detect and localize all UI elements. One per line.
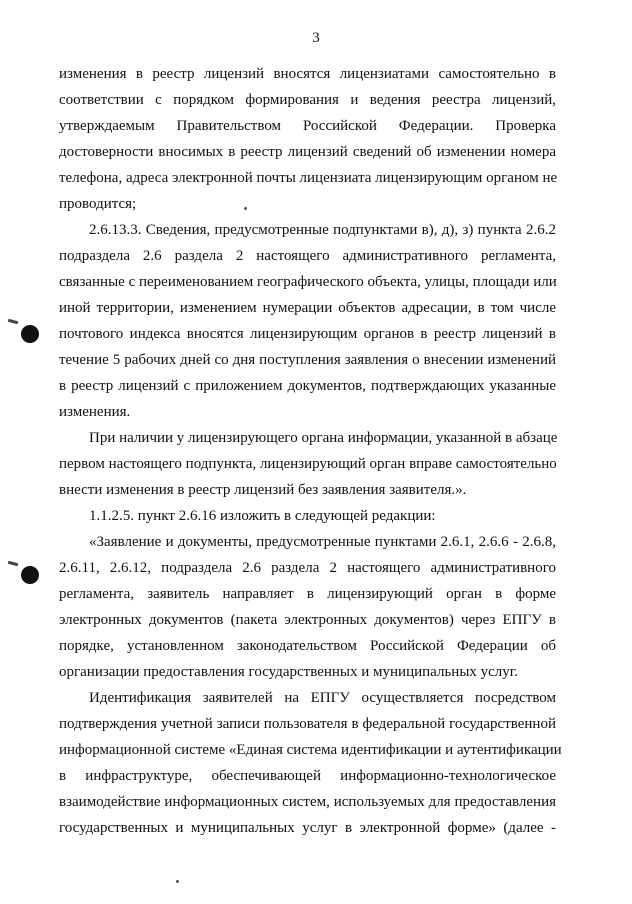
text-line: иной территории, изменением нумерации объектов адресации, в том числе [59,300,556,316]
text-line: порядке, установленном законодательством Российской Федерации об [59,638,556,654]
text-line: 1.1.2.5. пункт 2.6.16 изложить в следующей редакции: [89,508,436,524]
text-line: первом настоящего подпункта, лицензирующий орган вправе самостоятельно [59,456,557,472]
text-line: Идентификация заявителей на ЕПГУ осуществляется посредством [89,690,556,706]
text-line: взаимодействие информационных систем, используемых для предоставления [59,794,556,810]
text-line: внести изменения в реестр лицензий без заявления заявителя.». [59,482,467,498]
text-line: соответствии с порядком формирования и ведения реестра лицензий, [59,92,556,108]
text-line: изменения. [59,404,131,420]
text-line: течение 5 рабочих дней со дня поступления заявления о внесении изменений [59,352,556,368]
punch-mark [8,319,18,324]
text-line: в инфраструктуре, обеспечивающей информационно-технологическое [59,768,556,784]
text-line: подраздела 2.6 раздела 2 настоящего административного регламента, [59,248,556,264]
speck [244,207,247,210]
text-line: электронных документов (пакета электронных документов) через ЕПГУ в [59,612,556,628]
text-line: информационной системе «Единая система идентификации и аутентификации [59,742,562,758]
text-line: организации предоставления государственных и муниципальных услуг. [59,664,518,680]
page-number: 3 [312,30,320,46]
punch-hole [21,566,39,584]
text-line: государственных и муниципальных услуг в электронной форме» (далее - [59,820,556,836]
punch-mark [8,561,18,566]
text-line: регламента, заявитель направляет в лицензирующий орган в форме [59,586,556,602]
punch-hole [21,325,39,343]
text-line: подтверждения учетной записи пользователя в федеральной государственной [59,716,556,732]
text-line: «Заявление и документы, предусмотренные пунктами 2.6.1, 2.6.6 - 2.6.8, [89,534,556,550]
text-line: связанные с переименованием географического объекта, улицы, площади или [59,274,557,290]
text-line: проводится; [59,196,137,212]
text-line: телефона, адреса электронной почты лицензиата лицензирующим органом не [59,170,558,186]
speck [176,880,179,883]
text-line: 2.6.11, 2.6.12, подраздела 2.6 раздела 2 настоящего административного [59,560,556,576]
text-line: утверждаемым Правительством Российской Федерации. Проверка [59,118,556,134]
text-line: почтового индекса вносятся лицензирующим органов в реестр лицензий в [59,326,556,342]
text-line: изменения в реестр лицензий вносятся лицензиатами самостоятельно в [59,66,556,82]
text-line: достоверности вносимых в реестр лицензий сведений об изменении номера [59,144,556,160]
text-line: При наличии у лицензирующего органа информации, указанной в абзаце [89,430,558,446]
text-line: в реестр лицензий с приложением документов, подтверждающих указанные [59,378,556,394]
text-line: 2.6.13.3. Сведения, предусмотренные подпунктами в), д), з) пункта 2.6.2 [89,222,556,238]
